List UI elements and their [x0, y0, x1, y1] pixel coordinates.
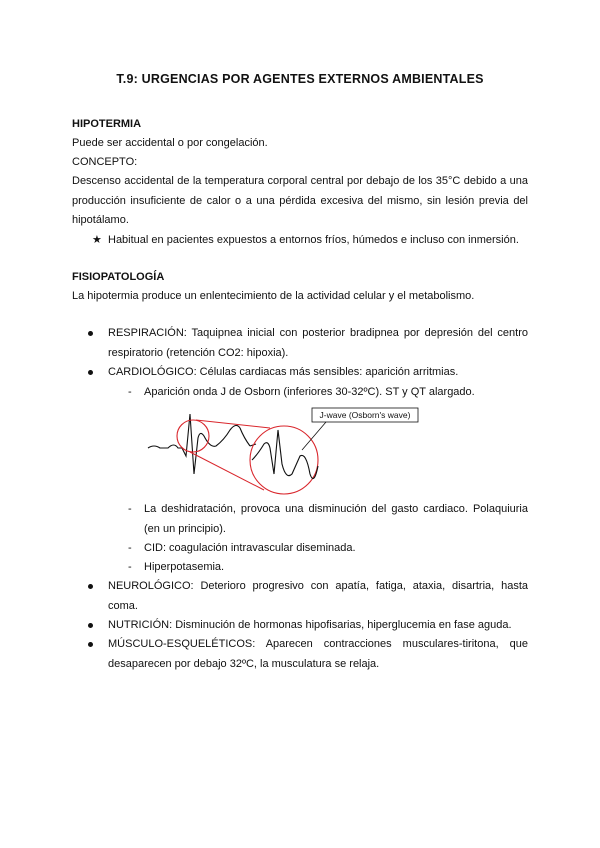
dash-item — [128, 383, 528, 403]
ecg-osborn-figure — [140, 404, 440, 500]
dash-marker: - — [128, 503, 132, 515]
dash-marker: - — [128, 542, 132, 554]
bullet-nutricion — [88, 616, 528, 636]
star-list-item — [92, 233, 519, 246]
bullet-musculo-text: MÚSCULO-ESQUELÉTICOS: Aparecen contracciones musculares-tiritona, que desaparecen por debajo 32ºC, la musculatura se relaja. — [108, 638, 528, 670]
magnifier-circle — [250, 426, 318, 494]
dash-item — [128, 500, 528, 539]
bullet-icon — [88, 642, 93, 647]
dash-item-text: La deshidratación, provoca una disminución del gasto cardiaco. Polaquiuria (en un principio). — [144, 503, 528, 535]
dash-item — [128, 558, 528, 578]
dash-item-text: Aparición onda J de Osborn (inferiores 30-32ºC). ST y QT alargado. — [144, 386, 475, 398]
bullet-neurologico-text: NEUROLÓGICO: Deterioro progresivo con apatía, fatiga, ataxia, disartria, hasta coma. — [108, 580, 528, 612]
bullet-cardiologico-text: CARDIOLÓGICO: Células cardiacas más sensibles: aparición arritmias. — [108, 366, 459, 378]
fisiopatologia-intro: La hipotermia produce un enlentecimiento de la actividad celular y el metabolismo. — [72, 290, 475, 302]
concepto-label: CONCEPTO: — [72, 156, 138, 168]
dash-marker: - — [128, 561, 132, 573]
bullet-respiracion-text: RESPIRACIÓN: Taquipnea inicial con posterior bradipnea por depresión del centro respiratorio (retención CO2: hipoxia). — [108, 327, 528, 359]
bullet-musculo — [88, 635, 528, 674]
page-title: T.9: URGENCIAS POR AGENTES EXTERNOS AMBIENTALES — [116, 72, 484, 86]
dash-item-text: Hiperpotasemia. — [144, 561, 225, 573]
bullet-nutricion-text: NUTRICIÓN: Disminución de hormonas hipofisarias, hiperglucemia en fase aguda. — [108, 619, 512, 631]
bullet-icon — [88, 331, 93, 336]
bullet-icon — [88, 584, 93, 589]
bullet-respiracion — [88, 324, 528, 363]
bullet-icon — [88, 370, 93, 375]
bullet-icon — [88, 623, 93, 628]
connector-line-bottom — [190, 452, 264, 490]
j-wave-pointer — [302, 422, 326, 450]
star-item-text: Habitual en pacientes expuestos a entornos fríos, húmedos e incluso con inmersión. — [108, 234, 519, 246]
dash-item — [128, 539, 528, 559]
concepto-text: Descenso accidental de la temperatura corporal central por debajo de los 35°C debido a una producción insuficiente de calor o a una pérdida excesiva del mismo, sin lesión previa del hipotálamo. — [72, 175, 528, 226]
ecg-trace — [148, 414, 250, 474]
star-icon: ★ — [92, 234, 102, 246]
fisiopatologia-heading: FISIOPATOLOGÍA — [72, 271, 165, 283]
hipotermia-intro: Puede ser accidental o por congelación. — [72, 137, 268, 149]
j-wave-label: J-wave (Osborn's wave) — [319, 410, 411, 420]
dash-item-text: CID: coagulación intravascular diseminada. — [144, 542, 356, 554]
dash-marker: - — [128, 386, 132, 398]
bullet-cardiologico — [88, 363, 528, 383]
hipotermia-heading: HIPOTERMIA — [72, 118, 142, 130]
bullet-neurologico — [88, 577, 528, 616]
ecg-zoom-trace — [252, 430, 318, 479]
